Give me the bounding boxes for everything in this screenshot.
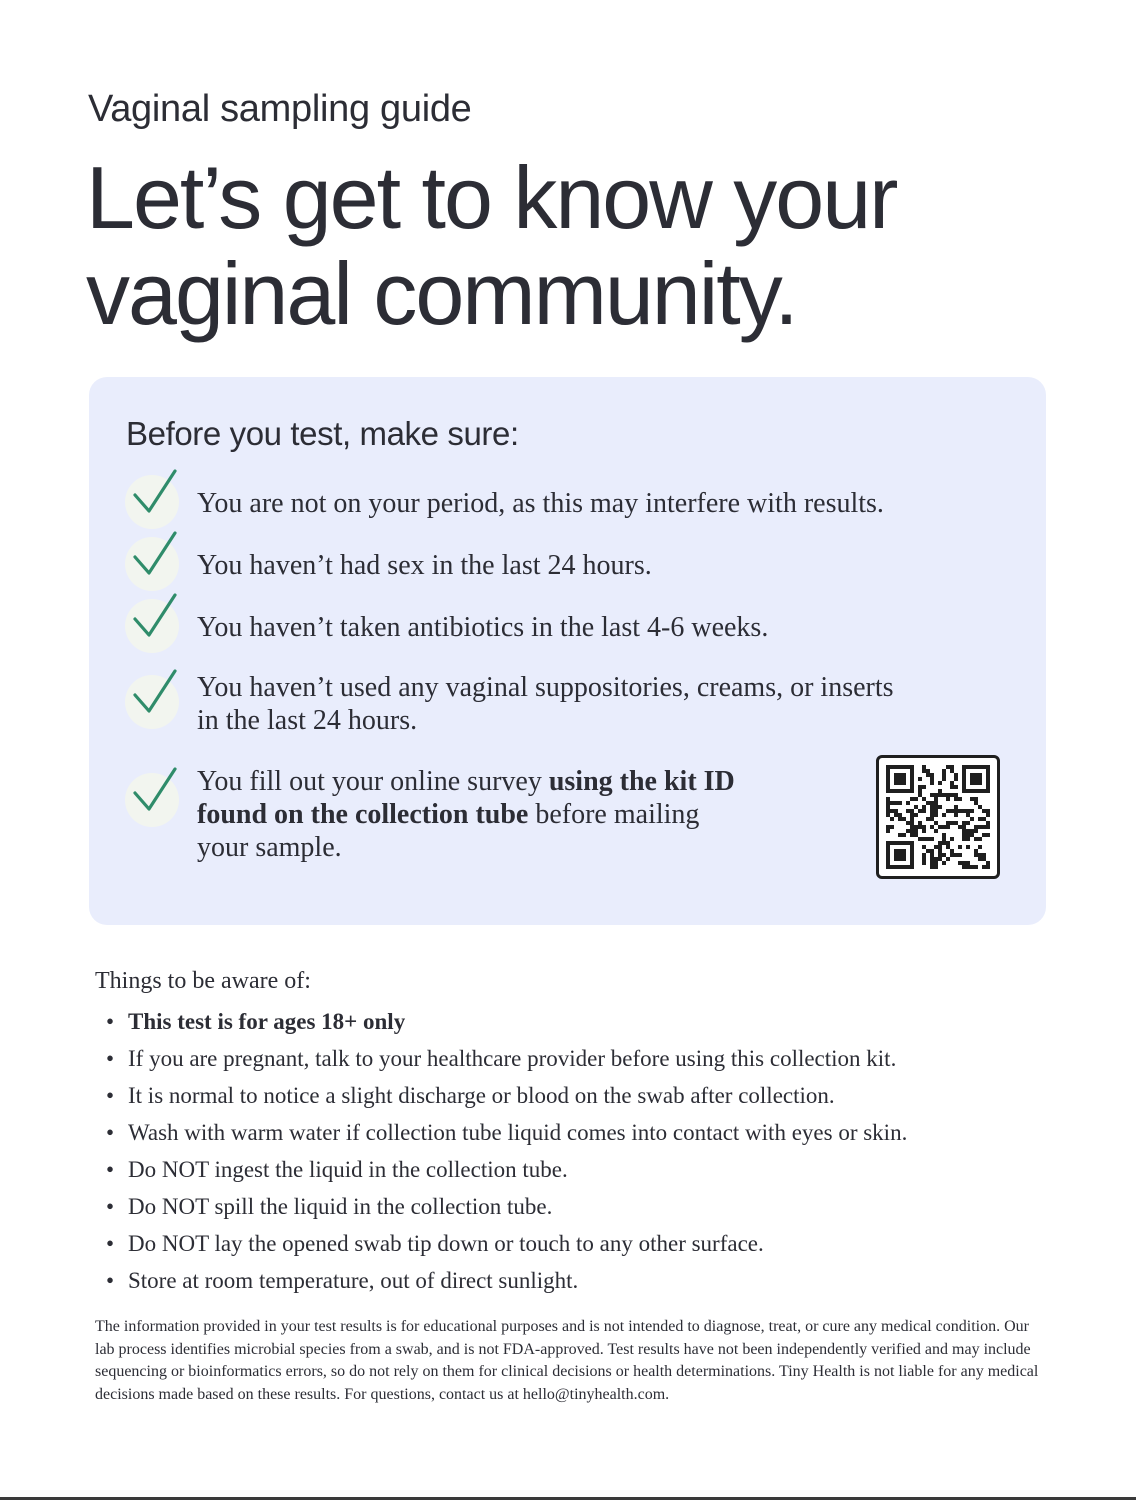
list-item: • This test is for ages 18+ only bbox=[106, 1009, 406, 1034]
checklist-item-line: You haven’t used any vaginal suppositories, creams, or inserts bbox=[197, 672, 894, 703]
list-item: • Wash with warm water if collection tube liquid comes into contact with eyes or skin. bbox=[106, 1120, 908, 1145]
checkmark-icon bbox=[125, 475, 179, 529]
aware-list bbox=[104, 1003, 1114, 1299]
list-item: • Store at room temperature, out of direct sunlight. bbox=[106, 1268, 579, 1293]
aware-title: Things to be aware of: bbox=[95, 968, 311, 994]
list-item: • Do NOT spill the liquid in the collection tube. bbox=[106, 1194, 553, 1219]
list-item: • If you are pregnant, talk to your healthcare provider before using this collection kit. bbox=[106, 1046, 897, 1071]
page-title: Let’s get to know your vaginal community. bbox=[86, 148, 897, 343]
checkmark-icon bbox=[125, 773, 179, 827]
checklist-item-line: in the last 24 hours. bbox=[197, 705, 418, 736]
checklist-item-text: You fill out your online survey using the kit ID found on the collection tube before mailing your sample. bbox=[197, 766, 735, 863]
qr-code-icon bbox=[886, 765, 990, 869]
checklist-item-text: You haven’t had sex in the last 24 hours. bbox=[197, 550, 652, 581]
list-item: • It is normal to notice a slight discharge or blood on the swab after collection. bbox=[106, 1083, 835, 1108]
checklist-title: Before you test, make sure: bbox=[126, 415, 519, 452]
list-item: • Do NOT ingest the liquid in the collection tube. bbox=[106, 1157, 568, 1182]
checkmark-icon bbox=[125, 675, 179, 729]
checkmark-icon bbox=[125, 537, 179, 591]
checklist-item-text: You are not on your period, as this may interfere with results. bbox=[197, 488, 884, 519]
list-item: • Do NOT lay the opened swab tip down or touch to any other surface. bbox=[106, 1231, 764, 1256]
disclaimer: The information provided in your test results is for educational purposes and is not intended to diagnose, treat, or cure any medical condition. Our lab process identifies microbial species from a swab, and is not FDA-approved. Test results have not been independently verified and may include sequencing or bioinformatics errors, so do not rely on them for clinical decisions or health determinations. Tiny Health is not liable for any medical decisions made based on these results. For questions, contact us at hello@tinyhealth.com. bbox=[95, 1318, 1039, 1403]
kit-id-emphasis: found on the collection tube bbox=[197, 799, 529, 830]
checklist-item-text bbox=[197, 671, 894, 737]
checklist-item-text: You haven’t taken antibiotics in the last 4-6 weeks. bbox=[197, 612, 769, 643]
guide-eyebrow: Vaginal sampling guide bbox=[88, 88, 472, 130]
kit-id-emphasis: using the kit ID bbox=[548, 766, 735, 797]
pre-test-checklist-card bbox=[89, 377, 1046, 925]
qr-code[interactable] bbox=[876, 755, 1000, 879]
checkmark-icon bbox=[125, 599, 179, 653]
